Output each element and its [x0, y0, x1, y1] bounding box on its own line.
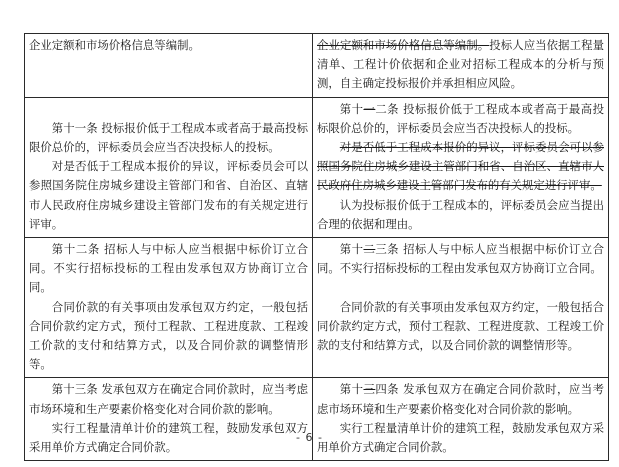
paragraph: 合同价款的有关事项由发承包双方约定，一般包括合同价款约定方式，预付工程款、工程进度款、工程竣工价款的支付和结算方式，以及合同价款的调整情形等。 — [317, 299, 604, 353]
paragraph: 实行工程量清单计价的建筑工程，鼓励发承包双方采用单价方式确定合同价款。 — [29, 420, 308, 455]
original-text-cell — [25, 97, 313, 237]
deleted-text: 三 — [363, 382, 376, 397]
article-12-paragraph: 第十一二条 投标报价低于工程成本或者高于最高投标限价总价的，评标委员会应当否决投标人的投标。 — [317, 101, 604, 135]
revised-text-cell — [313, 97, 609, 237]
revised-text-cell — [313, 34, 609, 98]
deleted-text: 二 — [363, 242, 376, 257]
inserted-text: 投标人应当依据工程量清单、工程计价依据和企业对招标工程成本的分析与预测，自主确定投标报价并承担相应风险。 — [317, 38, 604, 91]
paragraph: 合同价款的有关事项由发承包双方约定，一般包括合同价款约定方式，预付工程款、工程进度款、工程竣工价款的支付和结算方式，以及合同价款的调整情形等。 — [29, 299, 308, 372]
paragraph: 企业定额和市场价格信息等编制。 — [29, 38, 200, 52]
paragraph — [317, 36, 604, 94]
article-14-paragraph: 第十三四条 发承包双方在确定合同价款时，应当考虑市场环境和生产要素价格变化对合同价款的影响。 — [317, 382, 604, 416]
table-row — [25, 238, 609, 378]
article-11-paragraph: 第十一条 投标报价低于工程成本或者高于最高投标限价总价的，评标委员会应当否决投标人的投标。 — [29, 120, 308, 154]
table-row — [25, 97, 609, 237]
deleted-text: 一 — [363, 101, 376, 116]
original-text-cell — [25, 34, 313, 98]
revised-text-cell — [313, 238, 609, 378]
table-row — [25, 378, 609, 461]
comparison-table — [24, 33, 609, 461]
article-13-paragraph: 第十二三条 招标人与中标人应当根据中标价订立合同。不实行招标投标的工程由发承包双方协商订立合同。 — [317, 242, 604, 276]
paragraph: 实行工程量清单计价的建筑工程，鼓励发承包双方采用单价方式确定合同价款。 — [317, 420, 604, 455]
revised-text-cell — [313, 378, 609, 461]
page-number: - 6 - — [296, 431, 323, 444]
deleted-text: 企业定额和市场价格信息等编制。 — [317, 38, 490, 52]
article-13-paragraph: 第十三条 发承包双方在确定合同价款时，应当考虑市场环境和生产要素价格变化对合同价款的影响。 — [29, 382, 308, 416]
original-text-cell — [25, 378, 313, 461]
paragraph: 认为投标报价低于工程成本的，评标委员会应当提出合理的依据和理由。 — [317, 197, 604, 231]
deleted-paragraph: 对是否低于工程成本报价的异议，评标委员会可以参照国务院住房城乡建设主管部门和省、自治区、直辖市人民政府住房城乡建设主管部门发布的有关规定进行评审。 — [317, 140, 604, 193]
original-text-cell — [25, 238, 313, 378]
table-row — [25, 34, 609, 98]
paragraph: 对是否低于工程成本报价的异议，评标委员会可以参照国务院住房城乡建设主管部门和省、自治区、直辖市人民政府住房城乡建设主管部门发布的有关规定进行评审。 — [29, 159, 308, 231]
article-12-paragraph: 第十二条 招标人与中标人应当根据中标价订立合同。不实行招标投标的工程由发承包双方协商订立合同。 — [29, 242, 308, 295]
